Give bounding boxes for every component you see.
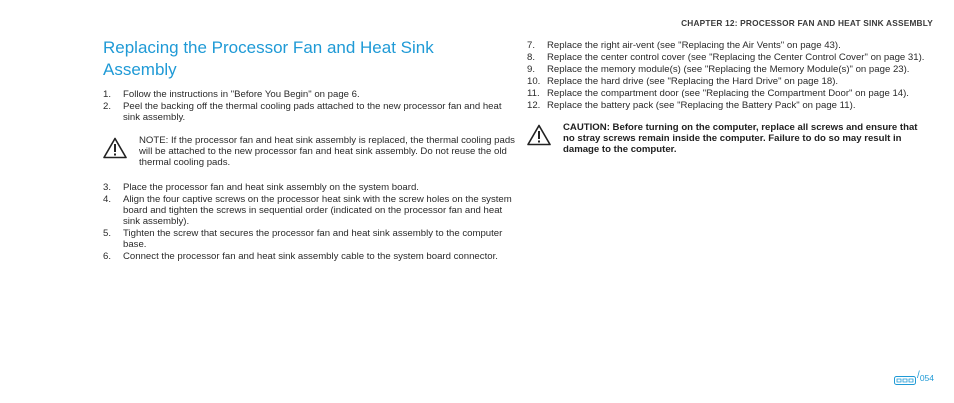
list-item: 1. Follow the instructions in "Before You Begin" on page 6. (103, 89, 360, 100)
list-item: 7. Replace the right air-vent (see "Replacing the Air Vents" on page 43). (527, 40, 841, 51)
list-item: 3. Place the processor fan and heat sink assembly on the system board. (103, 182, 419, 193)
brand-logo-icon (894, 372, 916, 381)
chapter-header: CHAPTER 12: PROCESSOR FAN AND HEAT SINK ASSEMBLY (681, 18, 933, 28)
page-separator: / (917, 370, 920, 381)
page-number: 054 (919, 373, 934, 383)
caution-callout (527, 122, 927, 155)
section-title: Replacing the Processor Fan and Heat Sink Assembly (103, 38, 434, 79)
caution-text: CAUTION: Before turning on the computer, replace all screws and ensure that no stray screws remain inside the computer. Failure to do so may result in damage to the computer. (563, 122, 918, 155)
left-column (103, 89, 515, 263)
list-item: 12. Replace the battery pack (see "Replacing the Battery Pack" on page 11). (527, 100, 856, 111)
steps-list-b (103, 182, 515, 262)
list-item: 11. Replace the compartment door (see "Replacing the Compartment Door" on page 14). (527, 88, 909, 99)
list-item: 9. Replace the memory module(s) (see "Replacing the Memory Module(s)" on page 23). (527, 64, 910, 75)
list-item: 5. Tighten the screw that secures the processor fan and heat sink assembly to the computer base. (103, 228, 503, 250)
warning-icon (527, 122, 563, 149)
note-callout (103, 135, 515, 168)
page-footer (894, 371, 934, 381)
list-item: 10. Replace the hard drive (see "Replacing the Hard Drive" on page 18). (527, 76, 839, 87)
list-item: 6. Connect the processor fan and heat sink assembly cable to the system board connector. (103, 251, 498, 262)
note-text: NOTE: If the processor fan and heat sink assembly is replaced, the thermal cooling pads will be attached to the new processor fan and heat sink assembly. Do not reuse the old thermal cooling pads. (139, 135, 515, 168)
list-item: 2. Peel the backing off the thermal cooling pads attached to the new processor fan and heat sink assembly. (103, 101, 502, 123)
steps-list-a (103, 89, 515, 123)
steps-list-c (527, 40, 927, 111)
list-item: 4. Align the four captive screws on the processor heat sink with the screw holes on the system board and tighten the screws in sequential order (indicated on the processor fan and heat sink assembly). (103, 194, 512, 227)
warning-icon (103, 135, 139, 162)
right-column (527, 40, 927, 155)
list-item: 8. Replace the center control cover (see "Replacing the Center Control Cover" on page 31). (527, 52, 925, 63)
